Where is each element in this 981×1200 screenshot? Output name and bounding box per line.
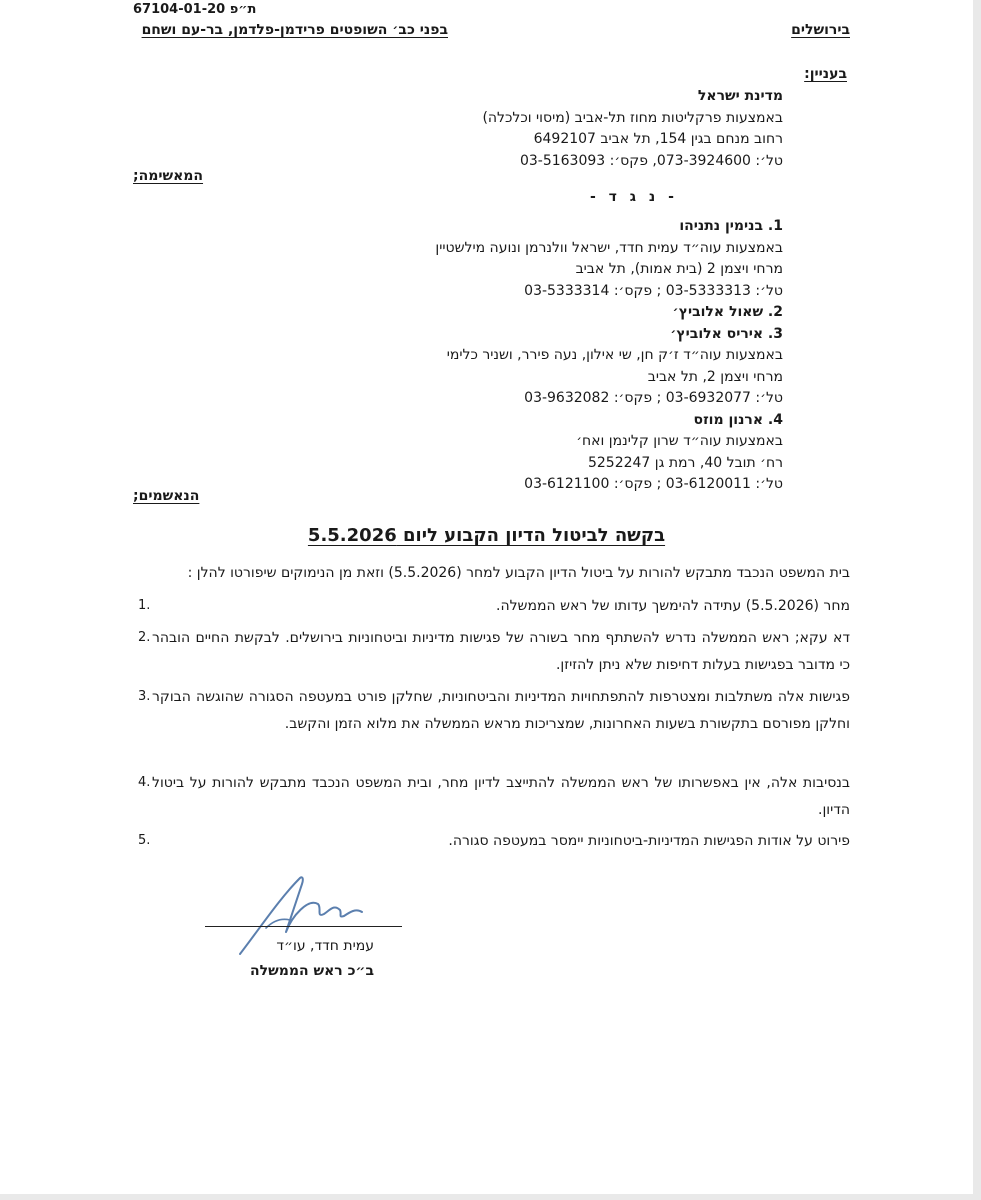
defendant-phone: טל׳: 03-5333313 ; פקס׳: 03-5333314 xyxy=(524,282,783,299)
item-number: 4. xyxy=(138,775,151,790)
item-text: פגישות אלה משתלבות ומצטרפות להתפתחויות המדיניות והביטחוניות, שחלקן פורט במעטפה הסגורה שהוגשה הבוקר וחלקן מפורסם בתקשורת בשעות האחרונות, שמצריכות מראש הממשלה את מלוא הזמן והקשב. xyxy=(152,689,850,732)
court-city: בירושלים xyxy=(791,22,850,38)
counsel-for: ב״כ ראש הממשלה xyxy=(250,963,374,979)
prosecutor-role: המאשימה; xyxy=(133,168,204,184)
scan-edge-right xyxy=(973,0,981,1200)
defendant-via: באמצעות עוה״ד ז׳ק חן, שי אילון, נעה פירר, ושניר כלימי xyxy=(446,347,783,363)
defendant-name: 2. שאול אלוביץ׳ xyxy=(672,304,783,320)
item-number: 3. xyxy=(138,689,151,704)
prosecutor-name: מדינת ישראל xyxy=(697,88,783,104)
defendant-via: באמצעות עוה״ד שרון קלינמן ואח׳ xyxy=(576,433,783,449)
item-number: 5. xyxy=(138,833,151,848)
defendants-role: הנאשמים; xyxy=(133,488,200,504)
item-number: 1. xyxy=(138,598,151,613)
list-item xyxy=(132,828,850,855)
case-number: ת״פ 67104-01-20 xyxy=(133,2,257,17)
defendant-address: רח׳ תובל 40, רמת גן 5252247 xyxy=(587,454,783,471)
defendant-name: 1. בנימין נתניהו xyxy=(679,218,783,234)
prosecutor-via: באמצעות פרקליטות מחוז תל-אביב (מיסוי וכלכלה) xyxy=(482,109,783,126)
defendant-address: מרחי ויצמן 2, תל אביב xyxy=(647,368,783,385)
item-text: מחר (5.5.2026) עתידה להימשך עדותו של ראש הממשלה. xyxy=(496,598,850,614)
versus-label: - נ ג ד - xyxy=(590,189,678,205)
list-item xyxy=(132,625,850,679)
item-text: דא עקא; ראש הממשלה נדרש להשתתף מחר בשורה של פגישות מדיניות וביטחוניות בירושלים. לבקשת החיים הובהר כי מדובר בפגישות בעלות דחיפות שלא ניתן להזיזן. xyxy=(152,630,850,673)
judges-line: בפני כב׳ השופטים פרידמן-פלדמן, בר-עם ושחם xyxy=(141,22,448,38)
intro-paragraph: בית המשפט הנכבד מתבקש להורות על ביטול הדיון הקבוע למחר (5.5.2026) וזאת מן הנימוקים שיפורטו להלן : xyxy=(187,565,850,581)
signer-name: עמית חדד, עו״ד xyxy=(276,938,374,954)
motion-title-text: בקשה לביטול הדיון הקבוע ליום 5.5.2026 xyxy=(307,525,666,546)
prosecutor-address: רחוב מנחם בגין 154, תל אביב 6492107 xyxy=(533,131,783,147)
list-item xyxy=(132,684,850,738)
list-item xyxy=(132,593,850,620)
list-item xyxy=(132,770,850,824)
item-text: בנסיבות אלה, אין באפשרותו של ראש הממשלה להתייצב לדיון מחר, ובית המשפט הנכבד מתבקש להורות על ביטול הדיון. xyxy=(152,775,850,818)
defendant-name: 3. איריס אלוביץ׳ xyxy=(670,325,783,342)
prosecutor-block xyxy=(482,86,783,172)
defendant-name: 4. ארנון מוזס xyxy=(693,411,783,428)
scan-edge-bottom xyxy=(0,1194,981,1200)
defendant-via: באמצעות עוה״ד עמית חדד, ישראל וולנרמן ונועה מילשטיין xyxy=(435,239,783,256)
motion-title xyxy=(0,525,981,546)
defendant-phone: טל׳: 03-6120011 ; פקס׳: 03-6121100 xyxy=(524,476,783,492)
prosecutor-phone: טל׳: 073-3924600, פקס׳: 03-5163093 xyxy=(519,152,783,169)
item-text: פירוט על אודות הפגישות המדיניות-ביטחוניות יימסר במעטפה סגורה. xyxy=(448,833,850,849)
signature-line xyxy=(205,926,402,927)
in-re-label: בעניין: xyxy=(804,66,847,82)
defendants-block xyxy=(435,216,783,496)
defendant-address: מרחי ויצמן 2 (בית אמות), תל אביב xyxy=(575,261,783,277)
item-number: 2. xyxy=(138,630,151,645)
defendant-phone: טל׳: 03-6932077 ; פקס׳: 03-9632082 xyxy=(524,390,783,406)
